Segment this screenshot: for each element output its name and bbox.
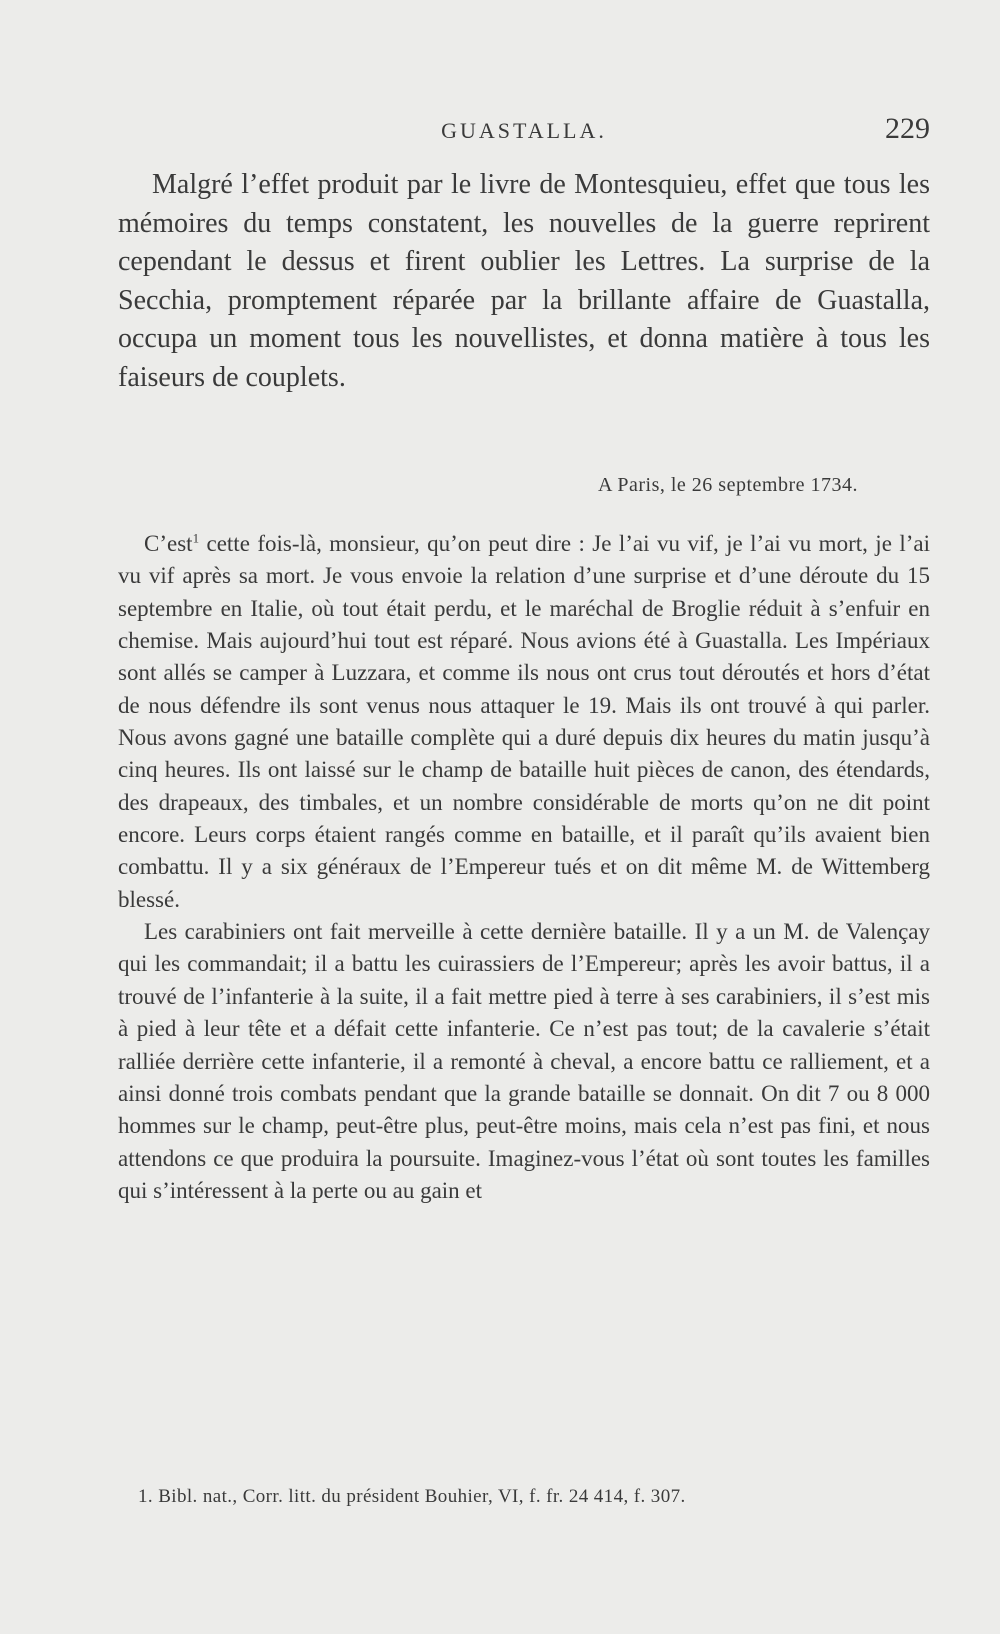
letter-paragraph-2: Les carabiniers ont fait merveille à cette dernière bataille. Il y a un M. de Valençay qui les commandait; il a battu les cuirassiers de l’Empereur; après les avoir battus, il a trouvé de l’infanterie à la suite, il a fait mettre pied à terre à ses carabiniers, il s’est mis à pied à leur tête et a défait cette infanterie. Ce n’est pas tout; de la cavalerie s’était ralliée derrière cette infanterie, il a remonté à cheval, a encore battu ce ralliement, et a ainsi donné trois combats pendant que la grande bataille se donnait. On dit 7 ou 8 000 hommes sur le champ, peut-être plus, peut-être moins, mais cela n’est pas fini, et nous attendons ce que produira la poursuite. Imaginez-vous l’état où sont toutes les familles qui s’intéressent à la perte ou au gain et xyxy=(118,919,930,1203)
footnote: 1. Bibl. nat., Corr. litt. du président Bouhier, VI, f. fr. 24 414, f. 307. xyxy=(138,1486,686,1507)
letter-paragraph-1-text: cette fois-là, monsieur, qu’on peut dire : Je l’ai vu vif, je l’ai vu mort, je l’ai vu vif après sa mort. Je vous envoie la relation d’une surprise et d’une déroute du 15 septembre en Italie, où tout était perdu, et le maréchal de Broglie réduit à s’enfuir en chemise. Mais aujourd’hui tout est réparé. Nous avions été à Guastalla. Les Impériaux sont allés se camper à Luzzara, et comme ils nous ont crus tout déroutés et hors d’état de nous défendre ils sont venus nous attaquer le 19. Mais ils ont trouvé à qui parler. Nous avons gagné une bataille complète qui a duré depuis dix heures du matin jusqu’à cinq heures. Ils ont laissé sur le champ de bataille huit pièces de canon, des étendards, des drapeaux, des timbales, et un nombre considérable de morts qu’on ne dit point encore. Leurs corps étaient rangés comme en bataille, et il paraît qu’ils avaient bien combattu. Il y a six généraux de l’Empereur tués et on dit même M. de Wittemberg blessé. xyxy=(118,531,930,912)
letter-dateline: A Paris, le 26 septembre 1734. xyxy=(598,474,858,496)
letter-text-block xyxy=(118,528,930,1207)
main-text-block xyxy=(118,166,930,398)
footnote-marker: 1 xyxy=(192,530,200,546)
running-title: GUASTALLA. xyxy=(441,118,607,143)
main-paragraph: Malgré l’effet produit par le livre de Montesquieu, effet que tous les mémoires du temps constatent, les nouvelles de la guerre reprirent cependant le dessus et firent oublier les Lettres. La surprise de la Secchia, promptement réparée par la brillante affaire de Guastalla, occupa un moment tous les nouvellistes, et donna matière à tous les faiseurs de couplets. xyxy=(118,169,930,393)
letter-first-word: C’est xyxy=(144,531,193,556)
letter-paragraph-1 xyxy=(118,528,930,916)
page-header xyxy=(118,112,930,152)
page-number: 229 xyxy=(885,112,930,145)
